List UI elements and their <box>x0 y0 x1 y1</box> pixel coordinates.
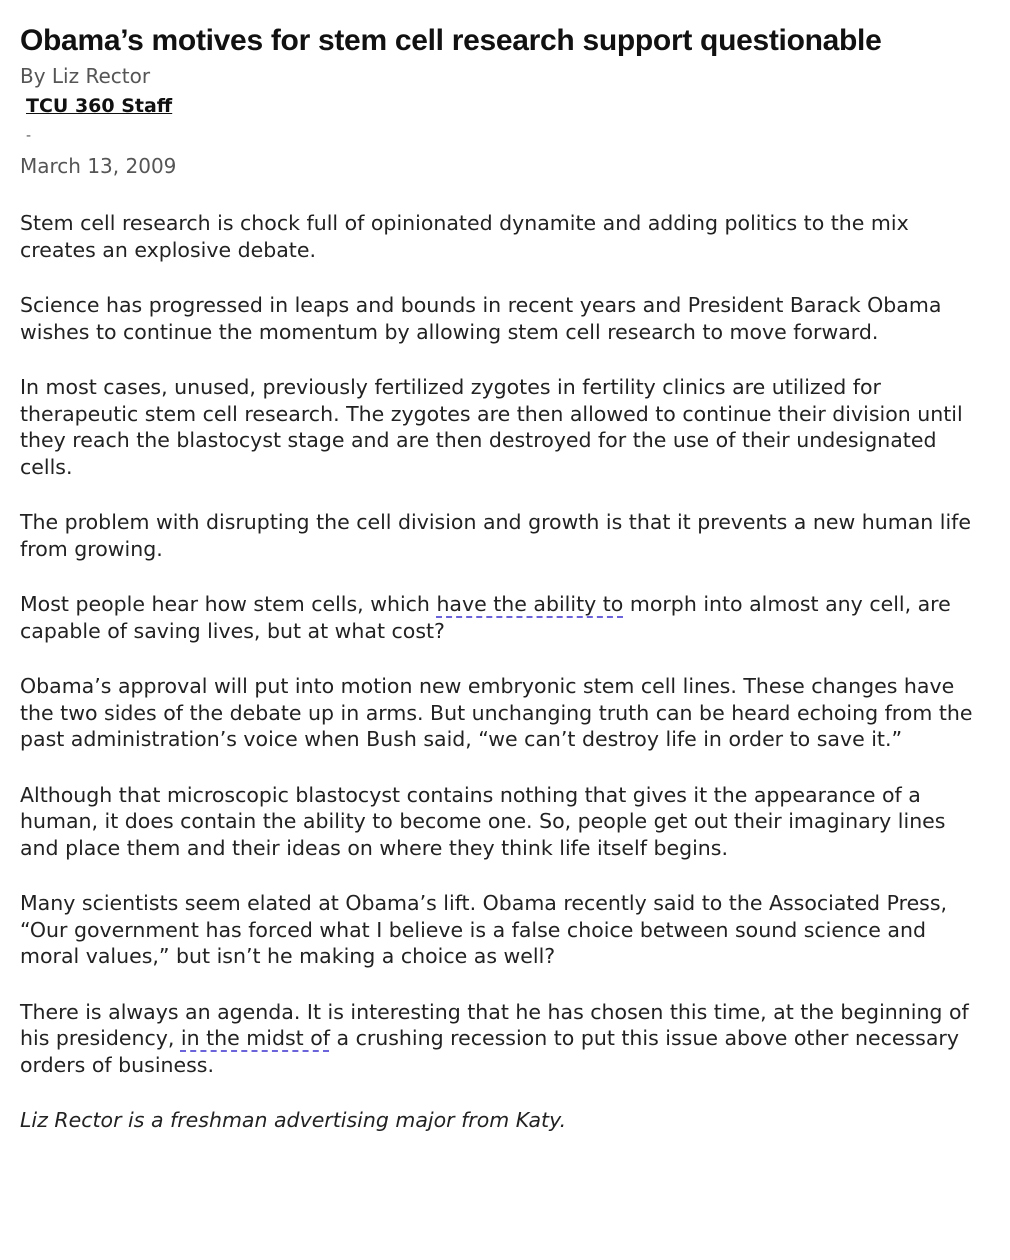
separator: - <box>26 128 32 144</box>
text: Most people hear how stem cells, which <box>20 592 437 616</box>
staff-link[interactable]: TCU 360 Staff <box>26 95 173 117</box>
article <box>20 22 980 1163</box>
article-title: Obama’s motives for stem cell research support questionable <box>20 24 882 57</box>
paragraph <box>20 999 980 1079</box>
byline: By Liz Rector <box>20 64 151 88</box>
grammar-suggestion[interactable]: have the ability to <box>436 592 624 616</box>
paragraph: Many scientists seem elated at Obama’s lift. Obama recently said to the Associated Press, “Our government has forced what I believe is a false choice between sound science and moral values,” but isn’t he making a choice as well? <box>20 891 948 968</box>
paragraph: The problem with disrupting the cell division and growth is that it prevents a new human life from growing. <box>20 510 971 561</box>
paragraph: Stem cell research is chock full of opinionated dynamite and adding politics to the mix creates an explosive debate. <box>20 211 909 262</box>
paragraph: Science has progressed in leaps and bounds in recent years and President Barack Obama wishes to continue the momentum by allowing stem cell research to move forward. <box>20 293 942 344</box>
text: a crushing recession to put this issue above other necessary orders of business. <box>20 1026 959 1077</box>
text: morph into almost any cell, are capable of saving lives, but at what cost? <box>20 592 951 643</box>
author-bio: Liz Rector is a freshman advertising major from Katy. <box>20 1108 567 1132</box>
text: There is always an agenda. It is interesting that he has chosen this time, at the beginning of his presidency, <box>20 999 969 1050</box>
paragraph: Although that microscopic blastocyst contains nothing that gives it the appearance of a human, it does contain the ability to become one. So, people get out their imaginary lines and place them and their ideas on where they think life itself begins. <box>20 782 946 860</box>
paragraph <box>20 591 980 644</box>
article-body <box>20 210 980 1134</box>
paragraph: In most cases, unused, previously fertilized zygotes in fertility clinics are utilized for therapeutic stem cell research. The zygotes are then allowed to continue their division until they reach the blastocyst stage and are then destroyed for the use of their undesignated cells. <box>20 375 963 479</box>
paragraph: Obama’s approval will put into motion new embryonic stem cell lines. These changes have the two sides of the debate up in arms. But unchanging truth can be heard echoing from the past administration’s voice when Bush said, “we can’t destroy life in order to save it.” <box>20 674 973 751</box>
publish-date: March 13, 2009 <box>20 154 177 178</box>
grammar-suggestion[interactable]: in the midst of <box>180 1026 330 1050</box>
